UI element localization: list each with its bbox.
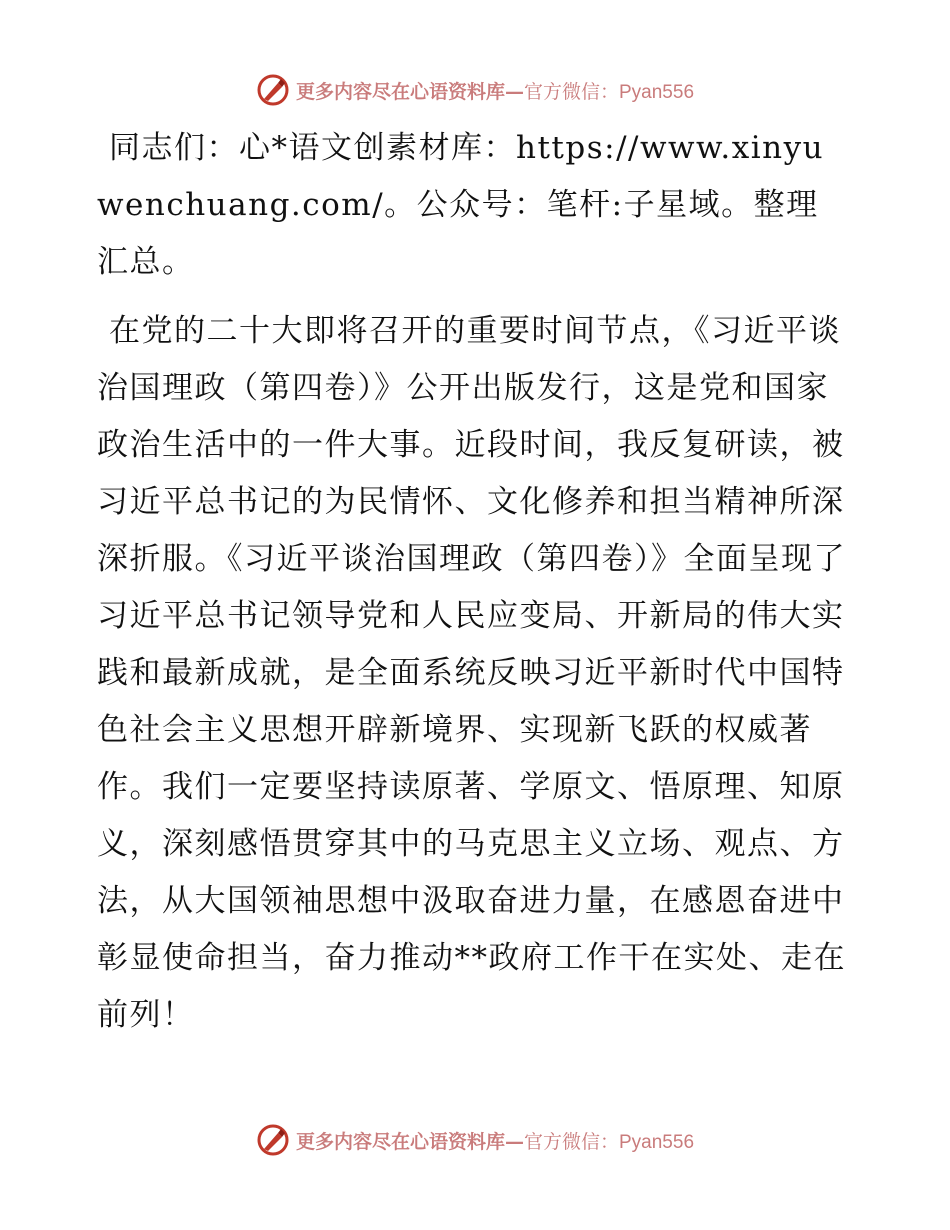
pen-logo-icon: [256, 73, 290, 107]
watermark-main-text: 更多内容尽在心语资料库—: [295, 1130, 524, 1153]
watermark-wechat-text: 官方微信：Pyan556: [524, 1131, 695, 1153]
footer-watermark: [0, 1120, 950, 1160]
paragraph-intro: 同志们：心*语文创素材库：https://www.xinyuwenchuang.com/。公众号：笔杆:子星域。整理汇总。: [97, 130, 825, 280]
watermark-wechat-text: 官方微信：Pyan556: [524, 81, 695, 103]
pen-logo-icon: [256, 1123, 290, 1157]
document-body: [97, 120, 849, 1044]
watermark-text: [296, 77, 694, 104]
paragraph-main: 在党的二十大即将召开的重要时间节点，《习近平谈治国理政（第四卷）》公开出版发行，这是党和国家政治生活中的一件大事。近段时间，我反复研读，被习近平总书记的为民情怀、文化修养和担当精神所深深折服。《习近平谈治国理政（第四卷）》全面呈现了习近平总书记领导党和人民应变局、开新局的伟大实践和最新成就，是全面系统反映习近平新时代中国特色社会主义思想开辟新境界、实现新飞跃的权威著作。我们一定要坚持读原著、学原文、悟原理、知原义，深刻感悟贯穿其中的马克思主义立场、观点、方法，从大国领袖思想中汲取奋进力量，在感恩奋进中彰显使命担当，奋力推动**政府工作干在实处、走在前列！: [97, 313, 846, 1033]
header-watermark: [0, 70, 950, 110]
watermark-text: [296, 1127, 694, 1154]
watermark-main-text: 更多内容尽在心语资料库—: [295, 80, 524, 103]
